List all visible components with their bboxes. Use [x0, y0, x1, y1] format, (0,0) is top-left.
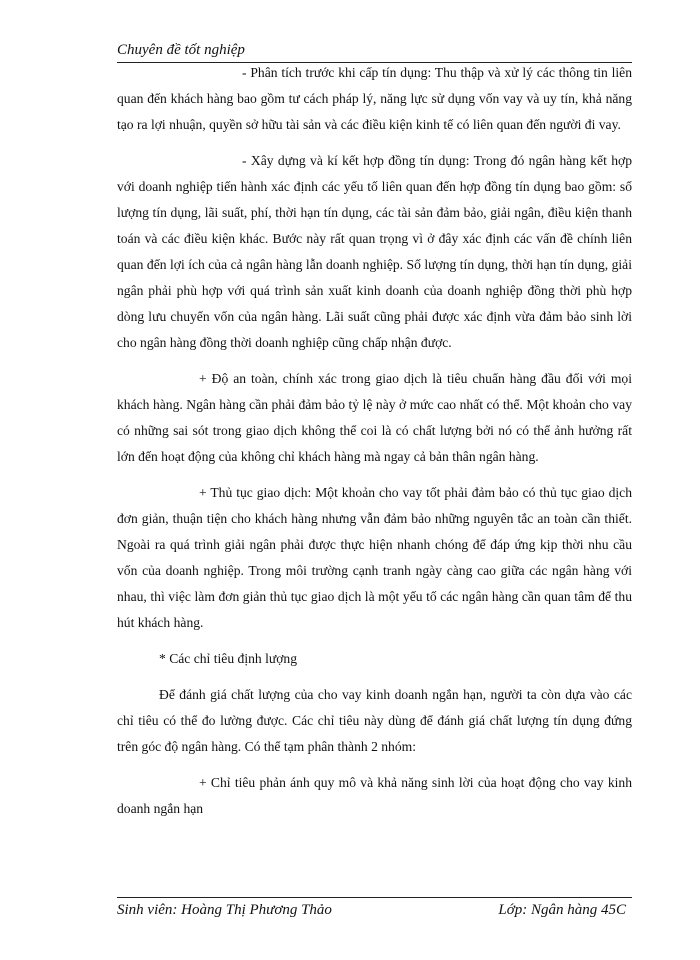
footer-student: Sinh viên: Hoàng Thị Phương Thảo — [117, 902, 332, 918]
paragraph-transaction-safety: + Độ an toàn, chính xác trong giao dịch là tiêu chuẩn hàng đầu đối với mọi khách hàng. Ngân hàng cần phải đảm bảo tỷ lệ này ở mức cao nhất có thể. Một khoản cho vay có những sai sót trong giao dịch không thể coi là có chất lượng bởi nó có thể ảnh hưởng rất lớn đến hoạt động của không chỉ khách hàng mà ngay cả bản thân ngân hàng. — [117, 371, 632, 464]
footer-class: Lớp: Ngân hàng 45C — [498, 902, 626, 918]
document-body — [117, 60, 632, 822]
paragraph-credit-contract: - Xây dựng và kí kết hợp đồng tín dụng: Trong đó ngân hàng kết hợp với doanh nghiệp tiến hành xác định các yếu tố liên quan đến hợp đồng tín dụng bao gồm: số lượng tín dụng, lãi suất, phí, thời hạn tín dụng, các tài sản đảm bảo, giải ngân, điều kiện thanh toán và các điều kiện khác. Bước này rất quan trọng vì ở đây xác định các vấn đề chính liên quan đến lợi ích của cả ngân hàng lẫn doanh nghiệp. Số lượng tín dụng, thời hạn tín dụng, giải ngân phải phù hợp với quá trình sản xuất kinh doanh của doanh nghiệp đồng thời phù hợp dòng lưu chuyển vốn của ngân hàng. Lãi suất cũng phải được xác định vừa đảm bảo sinh lời cho ngân hàng đồng thời doanh nghiệp cũng chấp nhận được. — [117, 153, 632, 350]
paragraph-pre-credit-analysis: - Phân tích trước khi cấp tín dụng: Thu thập và xử lý các thông tin liên quan đến khách hàng bao gồm tư cách pháp lý, năng lực sử dụng vốn vay và uy tín, khả năng tạo ra lợi nhuận, quyền sở hữu tài sản và các điều kiện kinh tế có liên quan đến người đi vay. — [117, 65, 632, 132]
paragraph-transaction-procedure: + Thủ tục giao dịch: Một khoản cho vay tốt phải đảm bảo có thủ tục giao dịch đơn giản, thuận tiện cho khách hàng nhưng vẫn đảm bảo những nguyên tắc an toàn cần thiết. Ngoài ra quá trình giải ngân phải được thực hiện nhanh chóng để đáp ứng kịp thời nhu cầu vốn của doanh nghiệp. Trong môi trường cạnh tranh ngày càng cao giữa các ngân hàng với nhau, thì việc làm đơn giản thủ tục giao dịch là một yếu tố các ngân hàng cần quan tâm để thu hút khách hàng. — [117, 485, 632, 630]
section-heading-quantitative-indicators: * Các chỉ tiêu định lượng — [159, 651, 298, 666]
header-title: Chuyên đề tốt nghiệp — [117, 42, 245, 58]
paragraph-scale-profitability-indicator: + Chỉ tiêu phản ánh quy mô và khả năng sinh lời của hoạt động cho vay kinh doanh ngắn hạn — [117, 775, 632, 816]
paragraph-quantitative-intro: Để đánh giá chất lượng của cho vay kinh doanh ngắn hạn, người ta còn dựa vào các chỉ tiêu có thể đo lường được. Các chỉ tiêu này dùng để đánh giá chất lượng tín dụng đứng trên góc độ ngân hàng. Có thể tạm phân thành 2 nhóm: — [117, 687, 632, 754]
page-footer — [117, 897, 632, 924]
